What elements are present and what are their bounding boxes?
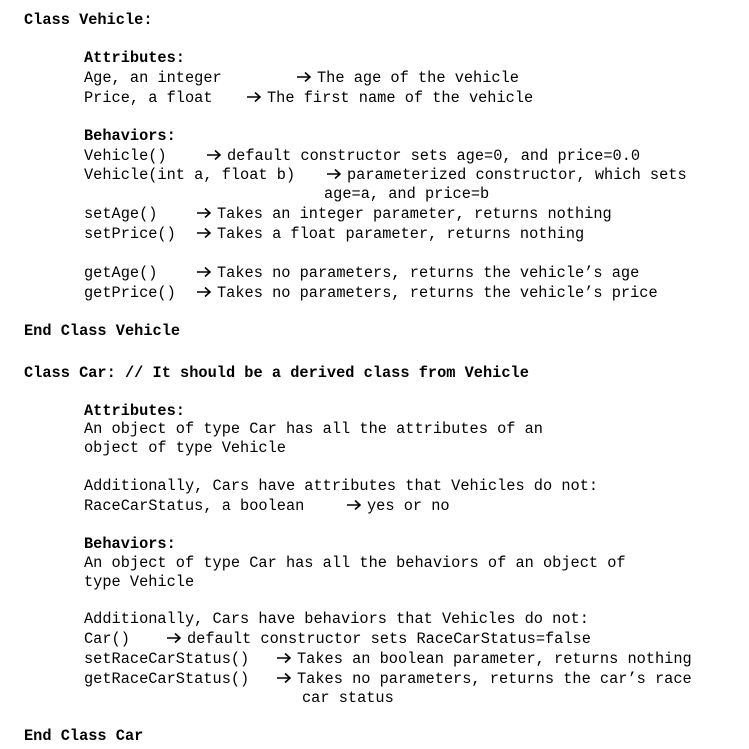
right-arrow-icon	[196, 266, 212, 278]
car-default-ctor: Car()	[84, 630, 130, 648]
car-set-race-status: setRaceCarStatus()	[84, 650, 250, 668]
vehicle-default-ctor-desc: default constructor sets age=0, and price=0.0	[227, 147, 641, 165]
car-get-race-status-desc: Takes no parameters, returns the car’s race	[297, 670, 692, 688]
vehicle-param-ctor: Vehicle(int a, float b)	[84, 166, 296, 184]
car-set-race-status-desc: Takes an boolean parameter, returns nothing	[297, 650, 692, 668]
vehicle-get-price-desc: Takes no parameters, returns the vehicle’s price	[217, 284, 658, 302]
car-class-header: Class Car: // It should be a derived class from Vehicle	[24, 364, 529, 382]
vehicle-behaviors-heading: Behaviors:	[84, 127, 176, 145]
car-attr-inherit-line2: object of type Vehicle	[84, 439, 286, 457]
vehicle-set-price-desc: Takes a float parameter, returns nothing	[217, 225, 585, 243]
car-default-ctor-desc-line	[166, 630, 591, 649]
car-get-race-status-desc-line	[276, 670, 692, 689]
vehicle-age-attr: Age, an integer	[84, 69, 222, 87]
vehicle-default-ctor-desc-line	[206, 147, 640, 166]
vehicle-get-age-desc-line	[196, 264, 639, 283]
right-arrow-icon	[276, 672, 292, 684]
right-arrow-icon	[196, 286, 212, 298]
vehicle-price-desc: The first name of the vehicle	[267, 89, 534, 107]
right-arrow-icon	[196, 227, 212, 239]
vehicle-class-header: Class Vehicle:	[24, 11, 153, 29]
vehicle-param-ctor-desc: parameterized constructor, which sets	[347, 166, 687, 184]
right-arrow-icon	[196, 207, 212, 219]
car-beh-inherit-line1: An object of type Car has all the behaviors of an object of	[84, 554, 626, 572]
vehicle-default-ctor: Vehicle()	[84, 147, 167, 165]
vehicle-get-price-desc-line	[196, 284, 658, 303]
car-class-end: End Class Car	[24, 727, 144, 745]
right-arrow-icon	[326, 168, 342, 180]
car-get-race-status: getRaceCarStatus()	[84, 670, 250, 688]
vehicle-price-desc-line	[246, 89, 533, 108]
right-arrow-icon	[206, 149, 222, 161]
car-set-race-status-desc-line	[276, 650, 692, 669]
vehicle-age-desc-line	[296, 69, 519, 88]
vehicle-get-age: getAge()	[84, 264, 158, 282]
vehicle-get-price: getPrice()	[84, 284, 176, 302]
car-beh-additional: Additionally, Cars have behaviors that Vehicles do not:	[84, 610, 589, 628]
car-race-attr-desc: yes or no	[367, 497, 450, 515]
right-arrow-icon	[346, 499, 362, 511]
car-get-race-status-desc-cont: car status	[302, 689, 394, 707]
vehicle-param-ctor-desc-cont: age=a, and price=b	[324, 185, 490, 203]
vehicle-set-age-desc-line	[196, 205, 612, 224]
vehicle-attributes-heading: Attributes:	[84, 49, 185, 67]
car-attr-inherit-line1: An object of type Car has all the attributes of an	[84, 420, 543, 438]
vehicle-age-desc: The age of the vehicle	[317, 69, 519, 87]
car-beh-inherit-line2: type Vehicle	[84, 573, 195, 591]
car-race-attr-desc-line	[346, 497, 450, 516]
vehicle-set-price: setPrice()	[84, 225, 176, 243]
right-arrow-icon	[276, 652, 292, 664]
car-attributes-heading: Attributes:	[84, 402, 185, 420]
right-arrow-icon	[246, 91, 262, 103]
right-arrow-icon	[166, 632, 182, 644]
car-race-attr: RaceCarStatus, a boolean	[84, 497, 305, 515]
vehicle-class-end: End Class Vehicle	[24, 322, 181, 340]
vehicle-set-price-desc-line	[196, 225, 584, 244]
car-behaviors-heading: Behaviors:	[84, 535, 176, 553]
vehicle-set-age-desc: Takes an integer parameter, returns nothing	[217, 205, 612, 223]
car-attr-additional: Additionally, Cars have attributes that Vehicles do not:	[84, 477, 599, 495]
vehicle-param-ctor-desc-line	[326, 166, 687, 185]
right-arrow-icon	[296, 71, 312, 83]
vehicle-get-age-desc: Takes no parameters, returns the vehicle’s age	[217, 264, 640, 282]
vehicle-price-attr: Price, a float	[84, 89, 213, 107]
car-default-ctor-desc: default constructor sets RaceCarStatus=false	[187, 630, 591, 648]
vehicle-set-age: setAge()	[84, 205, 158, 223]
